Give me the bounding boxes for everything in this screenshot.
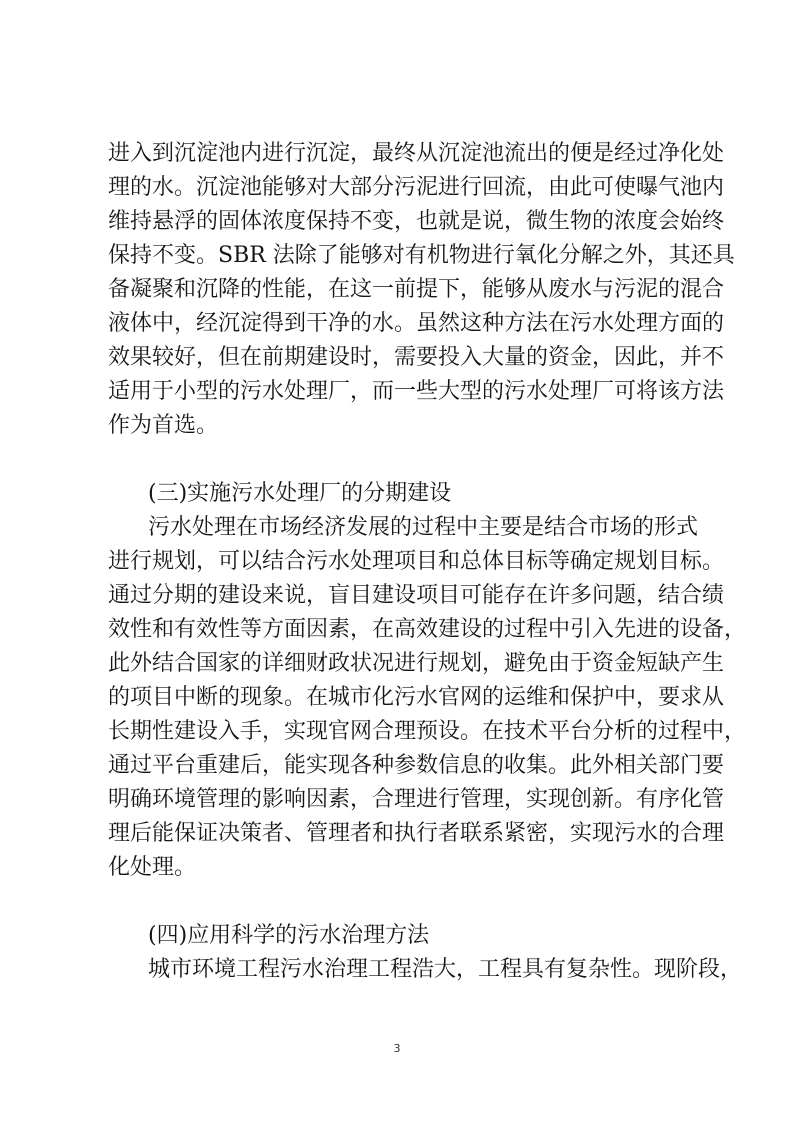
body-line: 进行规划，可以结合污水处理项目和总体目标等确定规划目标。: [108, 549, 725, 574]
body-line: 作为首选。: [108, 413, 219, 438]
body-line: 备凝聚和沉降的性能，在这一前提下，能够从废水与污泥的混合: [108, 277, 725, 302]
body-line: 保持不变。SBR 法除了能够对有机物进行氧化分解之外，其还具: [108, 243, 735, 268]
body-line: 的项目中断的现象。在城市化污水官网的运维和保护中，要求从: [108, 685, 725, 710]
body-line: 明确环境管理的影响因素，合理进行管理，实现创新。有序化管: [108, 787, 725, 812]
body-line: 通过平台重建后，能实现各种参数信息的收集。此外相关部门要: [108, 753, 725, 778]
body-line: 效果较好，但在前期建设时，需要投入大量的资金，因此，并不: [108, 345, 725, 370]
body-line: 化处理。: [108, 855, 197, 880]
page-number: 3: [393, 1042, 401, 1055]
body-line: 长期性建设入手，实现官网合理预设。在技术平台分析的过程中，: [108, 719, 747, 744]
body-line: 效性和有效性等方面因素，在高效建设的过程中引入先进的设备，: [108, 617, 747, 642]
body-line: 此外结合国家的详细财政状况进行规划，避免由于资金短缺产生: [108, 651, 725, 676]
body-line: 通过分期的建设来说，盲目建设项目可能存在许多问题，结合绩: [108, 583, 725, 608]
body-line: 进入到沉淀池内进行沉淀，最终从沉淀池流出的便是经过净化处: [108, 141, 725, 166]
body-line: 理的水。沉淀池能够对大部分污泥进行回流，由此可使曝气池内: [108, 175, 725, 200]
body-line: 污水处理在市场经济发展的过程中主要是结合市场的形式: [148, 515, 699, 540]
body-line: 城市环境工程污水治理工程浩大，工程具有复杂性。现阶段，: [148, 957, 743, 982]
body-line: 液体中，经沉淀得到干净的水。虽然这种方法在污水处理方面的: [108, 311, 725, 336]
section-heading: (三)实施污水处理厂的分期建设: [148, 481, 452, 506]
section-heading: (四)应用科学的污水治理方法: [148, 923, 430, 948]
body-line: 理后能保证决策者、管理者和执行者联系紧密，实现污水的合理: [108, 821, 725, 846]
body-line: 适用于小型的污水处理厂，而一些大型的污水处理厂可将该方法: [108, 379, 725, 404]
body-line: 维持悬浮的固体浓度保持不变，也就是说，微生物的浓度会始终: [108, 209, 725, 234]
